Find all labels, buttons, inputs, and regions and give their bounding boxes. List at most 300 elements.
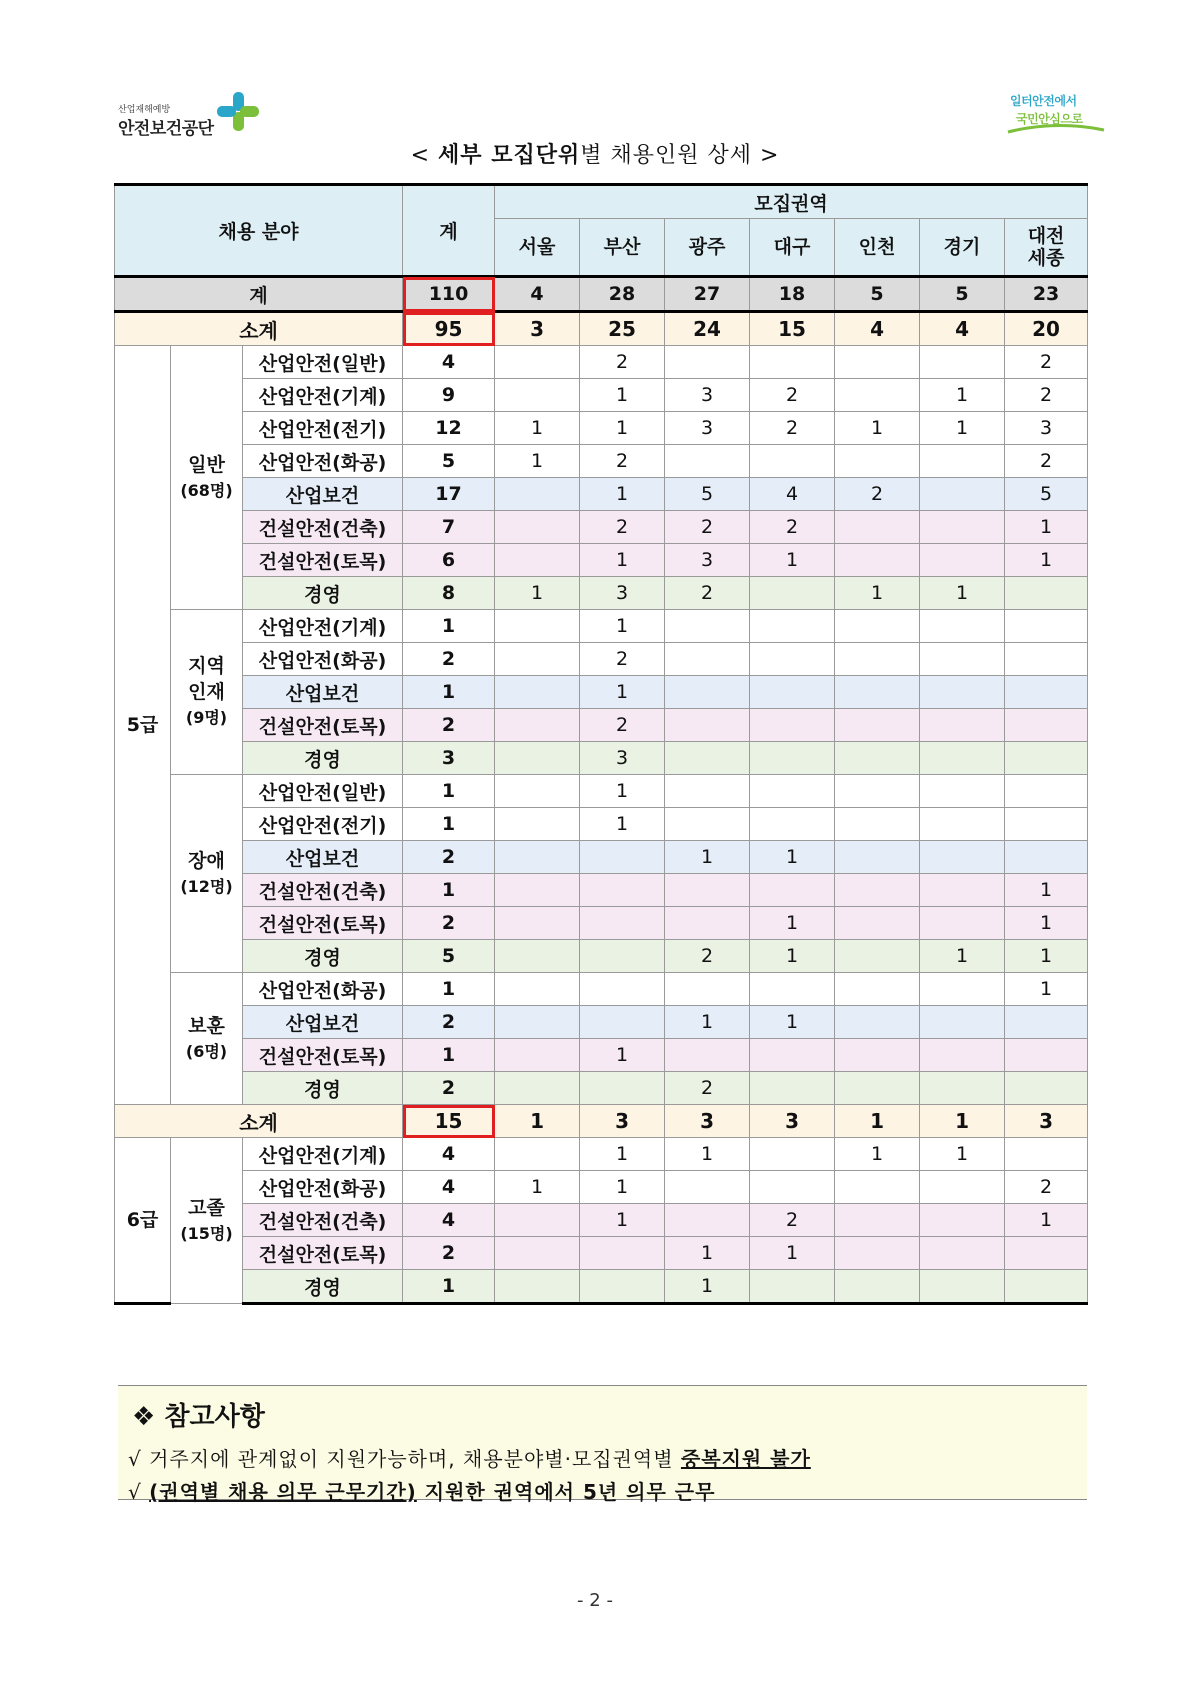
value-cell xyxy=(920,676,1005,709)
table-row xyxy=(115,907,1088,940)
value-cell xyxy=(665,445,750,478)
value-cell: 2 xyxy=(580,445,665,478)
value-cell xyxy=(835,973,920,1006)
value-cell: 2 xyxy=(750,412,835,445)
group-count: (15명) xyxy=(180,1223,233,1243)
field-name: 산업안전(화공) xyxy=(243,973,403,1006)
region-group-header: 모집권역 xyxy=(495,185,1088,219)
table-row xyxy=(115,577,1088,610)
field-name: 경영 xyxy=(243,577,403,610)
row-total: 17 xyxy=(403,478,495,511)
grand-total-cell: 5 xyxy=(835,277,920,312)
field-name: 산업보건 xyxy=(243,676,403,709)
value-cell: 1 xyxy=(1005,874,1088,907)
value-cell xyxy=(750,874,835,907)
value-cell xyxy=(750,445,835,478)
value-cell xyxy=(750,1270,835,1304)
value-cell: 1 xyxy=(835,412,920,445)
value-cell: 3 xyxy=(580,577,665,610)
field-name: 건설안전(건축) xyxy=(243,1204,403,1237)
row-total: 1 xyxy=(403,610,495,643)
row-total: 3 xyxy=(403,742,495,775)
value-cell xyxy=(1005,643,1088,676)
total-header: 계 xyxy=(403,185,495,277)
value-cell xyxy=(495,808,580,841)
slogan-line-2: 국민안심으로 xyxy=(1016,112,1083,126)
row-total: 2 xyxy=(403,1072,495,1105)
value-cell xyxy=(835,511,920,544)
kosha-logo xyxy=(118,90,268,140)
group-name: 보훈 xyxy=(188,1014,225,1037)
value-cell xyxy=(495,676,580,709)
value-cell xyxy=(835,1072,920,1105)
value-cell: 1 xyxy=(665,1138,750,1171)
region-header: 대전 세종 xyxy=(1005,219,1088,277)
group-cell xyxy=(171,610,243,775)
row-total: 1 xyxy=(403,1270,495,1304)
value-cell xyxy=(495,478,580,511)
value-cell xyxy=(920,1006,1005,1039)
value-cell xyxy=(835,808,920,841)
value-cell: 2 xyxy=(665,577,750,610)
value-cell xyxy=(580,1006,665,1039)
value-cell: 1 xyxy=(495,577,580,610)
value-cell xyxy=(495,511,580,544)
value-cell: 1 xyxy=(750,544,835,577)
value-cell xyxy=(835,907,920,940)
slogan-line-1: 일터안전에서 xyxy=(1010,94,1077,108)
value-cell xyxy=(665,676,750,709)
table-row xyxy=(115,412,1088,445)
table-row xyxy=(115,1072,1088,1105)
value-cell: 2 xyxy=(1005,346,1088,379)
value-cell xyxy=(495,709,580,742)
value-cell xyxy=(580,1270,665,1304)
row-total: 2 xyxy=(403,643,495,676)
table-row xyxy=(115,1171,1088,1204)
value-cell xyxy=(580,874,665,907)
value-cell xyxy=(665,1204,750,1237)
subtotal-value: 15 xyxy=(403,1105,495,1138)
value-cell: 1 xyxy=(495,445,580,478)
value-cell: 1 xyxy=(750,1006,835,1039)
subtotal-row xyxy=(115,312,1088,346)
row-total: 12 xyxy=(403,412,495,445)
subtotal-cell: 3 xyxy=(665,1105,750,1138)
value-cell: 2 xyxy=(580,709,665,742)
field-name: 산업안전(기계) xyxy=(243,610,403,643)
value-cell xyxy=(920,1237,1005,1270)
value-cell: 1 xyxy=(920,379,1005,412)
value-cell: 3 xyxy=(665,412,750,445)
value-cell xyxy=(495,1270,580,1304)
value-cell xyxy=(835,346,920,379)
value-cell: 1 xyxy=(750,1237,835,1270)
value-cell: 1 xyxy=(750,907,835,940)
note-1-emphasis: 중복지원 불가 xyxy=(680,1447,811,1471)
value-cell xyxy=(750,808,835,841)
table-row xyxy=(115,1138,1088,1171)
value-cell xyxy=(580,907,665,940)
value-cell: 1 xyxy=(580,1138,665,1171)
row-total: 2 xyxy=(403,709,495,742)
field-name: 경영 xyxy=(243,1270,403,1304)
value-cell: 2 xyxy=(1005,379,1088,412)
table-row xyxy=(115,709,1088,742)
grand-total-cell: 18 xyxy=(750,277,835,312)
table-row xyxy=(115,808,1088,841)
subtotal-cell: 3 xyxy=(580,1105,665,1138)
value-cell: 1 xyxy=(580,379,665,412)
title-rest: 별 채용인원 상세 > xyxy=(580,143,780,168)
value-cell xyxy=(835,874,920,907)
subtotal-cell: 3 xyxy=(750,1105,835,1138)
value-cell: 2 xyxy=(1005,1171,1088,1204)
field-name: 산업안전(기계) xyxy=(243,1138,403,1171)
value-cell xyxy=(665,742,750,775)
value-cell xyxy=(835,775,920,808)
table-row xyxy=(115,1237,1088,1270)
value-cell xyxy=(920,346,1005,379)
notes-box xyxy=(118,1385,1087,1504)
grand-total-cell: 28 xyxy=(580,277,665,312)
value-cell: 5 xyxy=(665,478,750,511)
value-cell xyxy=(835,1171,920,1204)
value-cell xyxy=(835,1204,920,1237)
value-cell xyxy=(1005,1270,1088,1304)
row-total: 6 xyxy=(403,544,495,577)
row-total: 4 xyxy=(403,1171,495,1204)
value-cell xyxy=(665,1171,750,1204)
value-cell: 1 xyxy=(920,577,1005,610)
value-cell xyxy=(580,1237,665,1270)
grand-total-value: 110 xyxy=(403,277,495,312)
value-cell: 1 xyxy=(580,412,665,445)
field-name: 경영 xyxy=(243,742,403,775)
value-cell: 1 xyxy=(580,775,665,808)
group-cell xyxy=(171,973,243,1105)
subtotal-cell: 15 xyxy=(750,312,835,346)
group-name: 일반 xyxy=(188,453,225,476)
value-cell xyxy=(1005,1237,1088,1270)
field-name: 산업안전(전기) xyxy=(243,808,403,841)
value-cell xyxy=(580,1072,665,1105)
value-cell xyxy=(920,973,1005,1006)
field-name: 산업안전(기계) xyxy=(243,379,403,412)
grand-total-cell: 4 xyxy=(495,277,580,312)
row-total: 1 xyxy=(403,973,495,1006)
note-line-1 xyxy=(128,1443,811,1472)
value-cell: 1 xyxy=(580,1171,665,1204)
recruitment-table xyxy=(114,183,1088,1305)
value-cell xyxy=(835,1270,920,1304)
subtotal-cell: 4 xyxy=(920,312,1005,346)
row-total: 5 xyxy=(403,940,495,973)
group-cell xyxy=(171,1138,243,1304)
slogan-logo xyxy=(1006,92,1106,138)
value-cell: 2 xyxy=(665,1072,750,1105)
row-total: 2 xyxy=(403,907,495,940)
value-cell xyxy=(750,610,835,643)
value-cell xyxy=(920,841,1005,874)
row-total: 5 xyxy=(403,445,495,478)
value-cell xyxy=(920,643,1005,676)
grand-total-label: 계 xyxy=(115,277,403,312)
field-name: 산업안전(일반) xyxy=(243,346,403,379)
group-cell xyxy=(171,775,243,973)
value-cell: 3 xyxy=(1005,412,1088,445)
value-cell: 1 xyxy=(580,1204,665,1237)
value-cell: 1 xyxy=(835,577,920,610)
value-cell xyxy=(835,1006,920,1039)
value-cell xyxy=(750,742,835,775)
value-cell xyxy=(750,1039,835,1072)
table-row xyxy=(115,1204,1088,1237)
table-row xyxy=(115,445,1088,478)
value-cell xyxy=(920,1171,1005,1204)
subtotal-cell: 1 xyxy=(835,1105,920,1138)
value-cell: 1 xyxy=(835,1138,920,1171)
value-cell xyxy=(1005,1072,1088,1105)
table-body xyxy=(115,185,1088,1304)
subtotal-cell: 3 xyxy=(495,312,580,346)
value-cell xyxy=(920,808,1005,841)
value-cell xyxy=(1005,1006,1088,1039)
value-cell xyxy=(665,610,750,643)
value-cell: 1 xyxy=(920,940,1005,973)
table-row xyxy=(115,1006,1088,1039)
value-cell xyxy=(920,709,1005,742)
table-row xyxy=(115,973,1088,1006)
region-header: 서울 xyxy=(495,219,580,277)
value-cell xyxy=(495,1039,580,1072)
page-number: - 2 - xyxy=(577,1590,613,1611)
table-row xyxy=(115,940,1088,973)
value-cell xyxy=(495,1204,580,1237)
group-cell xyxy=(171,346,243,610)
field-name: 건설안전(토목) xyxy=(243,1237,403,1270)
value-cell: 1 xyxy=(580,808,665,841)
page-title xyxy=(0,138,1190,169)
table-row xyxy=(115,841,1088,874)
value-cell: 1 xyxy=(580,1039,665,1072)
value-cell: 1 xyxy=(920,412,1005,445)
field-name: 건설안전(토목) xyxy=(243,544,403,577)
value-cell xyxy=(835,643,920,676)
value-cell: 2 xyxy=(1005,445,1088,478)
row-total: 1 xyxy=(403,775,495,808)
value-cell xyxy=(750,973,835,1006)
value-cell xyxy=(835,1237,920,1270)
value-cell xyxy=(495,874,580,907)
table-row xyxy=(115,742,1088,775)
value-cell: 5 xyxy=(1005,478,1088,511)
value-cell xyxy=(495,1006,580,1039)
value-cell: 1 xyxy=(750,841,835,874)
value-cell xyxy=(580,841,665,874)
field-name: 건설안전(토목) xyxy=(243,1039,403,1072)
grand-total-cell: 5 xyxy=(920,277,1005,312)
value-cell: 2 xyxy=(750,1204,835,1237)
value-cell: 2 xyxy=(665,511,750,544)
group-name: 지역 인재 xyxy=(188,655,225,703)
value-cell xyxy=(920,1072,1005,1105)
value-cell xyxy=(665,643,750,676)
value-cell xyxy=(495,1138,580,1171)
value-cell: 1 xyxy=(1005,511,1088,544)
value-cell xyxy=(495,346,580,379)
table-row xyxy=(115,544,1088,577)
note-2-emphasis: (권역별 채용 의무 근무기간) xyxy=(149,1480,417,1504)
region-header: 대구 xyxy=(750,219,835,277)
value-cell xyxy=(920,445,1005,478)
table-row xyxy=(115,643,1088,676)
value-cell: 2 xyxy=(750,379,835,412)
value-cell xyxy=(665,709,750,742)
value-cell xyxy=(835,676,920,709)
value-cell xyxy=(580,973,665,1006)
row-total: 9 xyxy=(403,379,495,412)
table-row xyxy=(115,874,1088,907)
value-cell: 1 xyxy=(1005,544,1088,577)
region-header: 경기 xyxy=(920,219,1005,277)
value-cell: 2 xyxy=(580,643,665,676)
logo-subtitle: 산업재해예방 xyxy=(118,105,171,115)
field-name: 건설안전(토목) xyxy=(243,709,403,742)
table-row xyxy=(115,346,1088,379)
value-cell xyxy=(750,1072,835,1105)
value-cell xyxy=(920,742,1005,775)
row-total: 1 xyxy=(403,808,495,841)
value-cell: 1 xyxy=(580,478,665,511)
value-cell xyxy=(835,742,920,775)
value-cell xyxy=(665,346,750,379)
field-name: 산업안전(전기) xyxy=(243,412,403,445)
value-cell xyxy=(495,544,580,577)
header-row xyxy=(115,185,1088,219)
row-total: 4 xyxy=(403,1204,495,1237)
value-cell xyxy=(495,1072,580,1105)
group-count: (68명) xyxy=(180,480,233,500)
value-cell: 2 xyxy=(580,511,665,544)
value-cell xyxy=(750,1138,835,1171)
value-cell xyxy=(1005,808,1088,841)
note-1-text: 거주지에 관계없이 지원가능하며, 채용분야별·모집권역별 xyxy=(149,1447,681,1471)
field-name: 산업보건 xyxy=(243,1006,403,1039)
field-name: 경영 xyxy=(243,940,403,973)
row-total: 2 xyxy=(403,1237,495,1270)
subtotal-row xyxy=(115,1105,1088,1138)
row-total: 4 xyxy=(403,346,495,379)
value-cell xyxy=(665,907,750,940)
table-row xyxy=(115,1039,1088,1072)
value-cell xyxy=(1005,577,1088,610)
check-icon: √ xyxy=(128,1480,142,1504)
value-cell: 3 xyxy=(665,544,750,577)
field-name: 산업보건 xyxy=(243,841,403,874)
field-name: 산업안전(일반) xyxy=(243,775,403,808)
field-name: 건설안전(건축) xyxy=(243,511,403,544)
grade-cell: 5급 xyxy=(115,346,171,1105)
title-prefix: < xyxy=(410,143,439,168)
value-cell: 1 xyxy=(1005,973,1088,1006)
value-cell xyxy=(1005,775,1088,808)
value-cell xyxy=(665,808,750,841)
value-cell xyxy=(1005,1039,1088,1072)
value-cell: 3 xyxy=(665,379,750,412)
value-cell xyxy=(835,610,920,643)
value-cell xyxy=(665,1039,750,1072)
swoosh-icon xyxy=(1006,122,1106,136)
grand-total-row xyxy=(115,277,1088,312)
value-cell: 1 xyxy=(920,1138,1005,1171)
value-cell: 1 xyxy=(495,412,580,445)
row-total: 1 xyxy=(403,874,495,907)
value-cell: 1 xyxy=(580,544,665,577)
table-row xyxy=(115,511,1088,544)
value-cell: 1 xyxy=(580,676,665,709)
subtotal-cell: 24 xyxy=(665,312,750,346)
table-row xyxy=(115,478,1088,511)
value-cell xyxy=(750,775,835,808)
field-name: 건설안전(건축) xyxy=(243,874,403,907)
group-name: 고졸 xyxy=(188,1196,225,1219)
value-cell xyxy=(750,577,835,610)
value-cell: 1 xyxy=(665,1006,750,1039)
value-cell xyxy=(580,940,665,973)
value-cell xyxy=(1005,709,1088,742)
row-total: 2 xyxy=(403,1006,495,1039)
value-cell xyxy=(750,346,835,379)
value-cell xyxy=(835,709,920,742)
table-row xyxy=(115,676,1088,709)
value-cell: 1 xyxy=(665,841,750,874)
value-cell: 2 xyxy=(835,478,920,511)
subtotal-cell: 4 xyxy=(835,312,920,346)
field-name: 산업보건 xyxy=(243,478,403,511)
value-cell xyxy=(920,907,1005,940)
value-cell: 1 xyxy=(1005,1204,1088,1237)
field-header: 채용 분야 xyxy=(115,185,403,277)
subtotal-cell: 1 xyxy=(495,1105,580,1138)
group-count: (12명) xyxy=(180,876,233,896)
table-row xyxy=(115,1270,1088,1304)
field-name: 산업안전(화공) xyxy=(243,445,403,478)
value-cell: 1 xyxy=(580,610,665,643)
field-name: 산업안전(화공) xyxy=(243,1171,403,1204)
title-bold: 세부 모집단위 xyxy=(438,143,581,168)
value-cell xyxy=(835,379,920,412)
row-total: 7 xyxy=(403,511,495,544)
row-total: 4 xyxy=(403,1138,495,1171)
value-cell xyxy=(495,379,580,412)
value-cell xyxy=(665,874,750,907)
value-cell xyxy=(835,1039,920,1072)
subtotal-cell: 1 xyxy=(920,1105,1005,1138)
field-name: 건설안전(토목) xyxy=(243,907,403,940)
value-cell xyxy=(495,841,580,874)
value-cell xyxy=(495,907,580,940)
group-count: (6명) xyxy=(185,1041,228,1061)
value-cell xyxy=(1005,610,1088,643)
value-cell: 2 xyxy=(665,940,750,973)
value-cell xyxy=(750,1171,835,1204)
subtotal-label: 소계 xyxy=(115,1105,403,1138)
value-cell xyxy=(665,973,750,1006)
value-cell xyxy=(495,610,580,643)
value-cell xyxy=(920,1270,1005,1304)
value-cell xyxy=(835,940,920,973)
